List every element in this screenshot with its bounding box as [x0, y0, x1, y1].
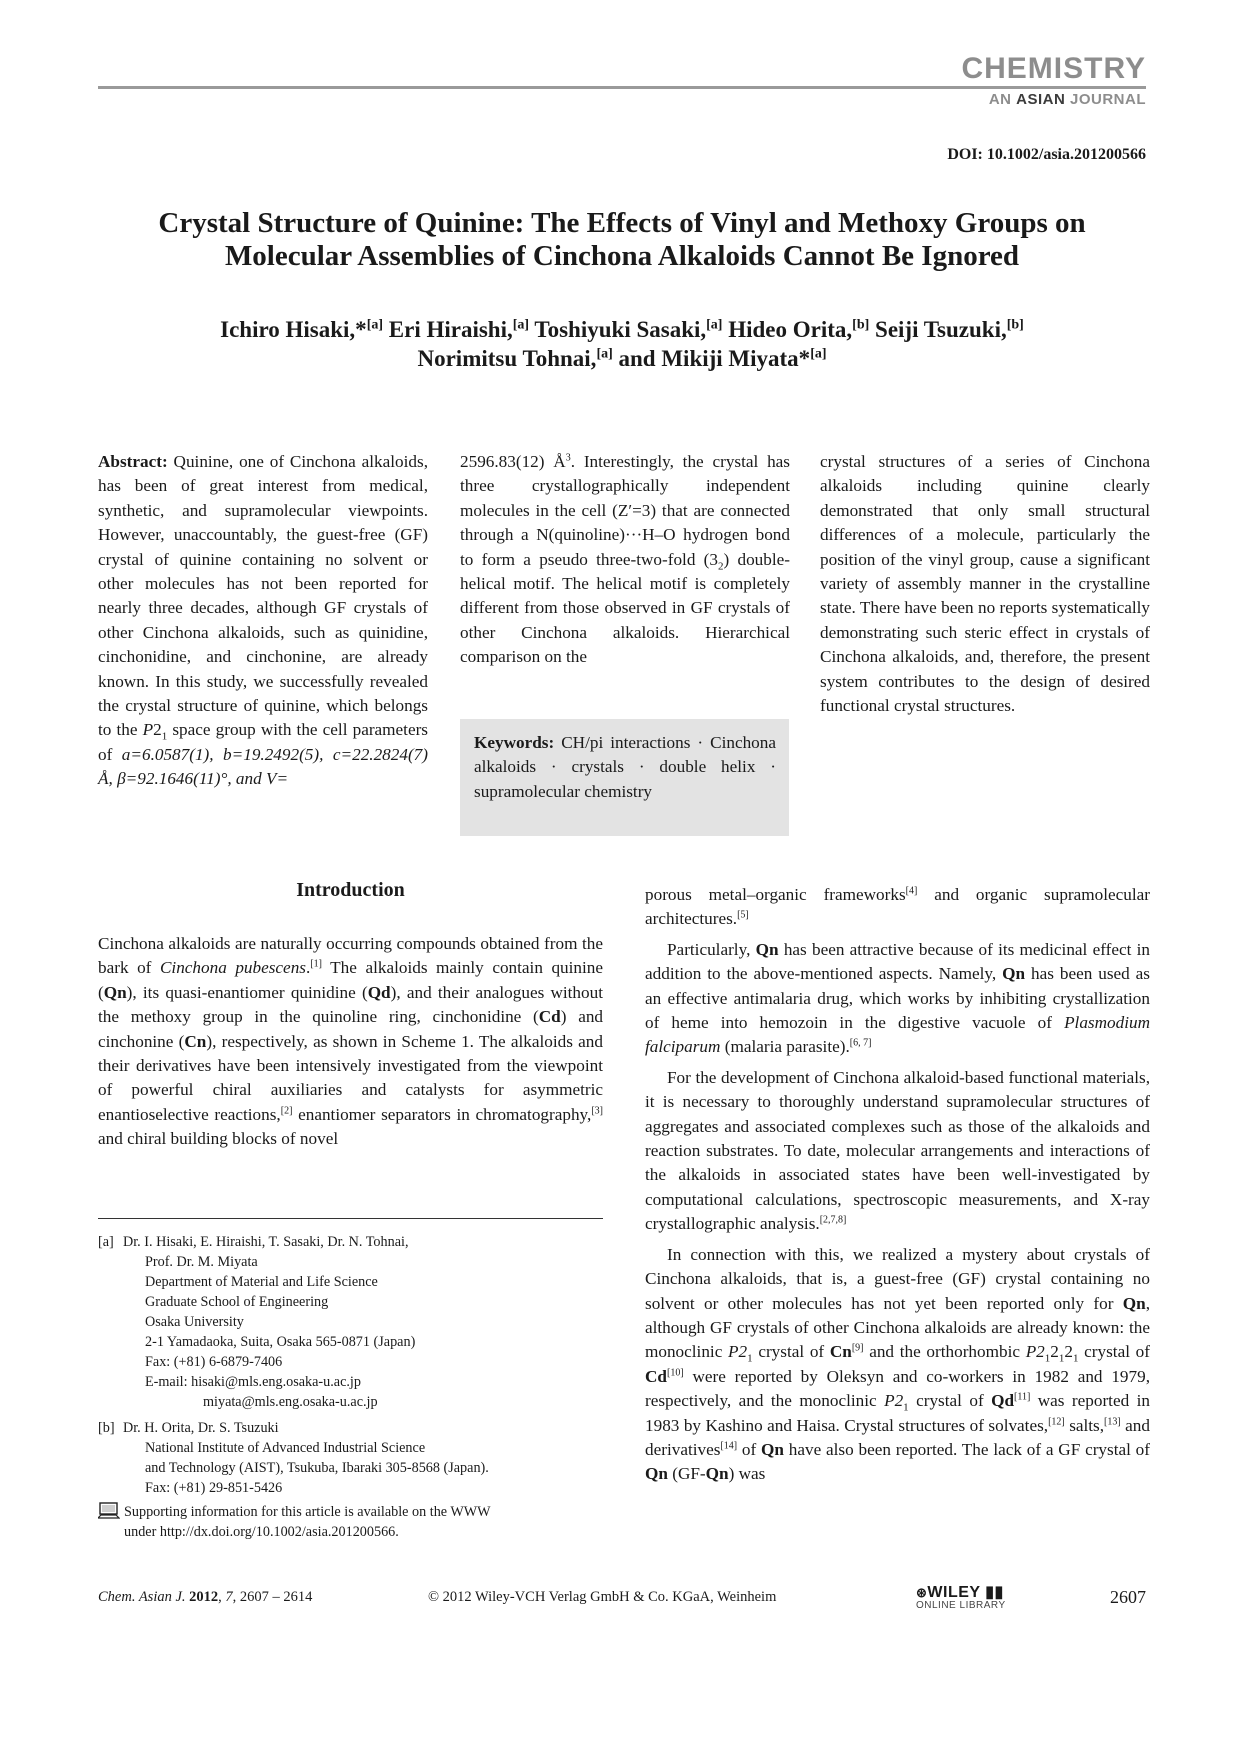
paragraph: Particularly, Qn has been attractive because of its medicinal effect in addition to the above-mentioned aspects. Namely, Qn has been used as an effective antimalaria drug, which works by inhibiting crystallization of heme into hemozoin in the digestive vacuole of Plasmodium falciparum (malaria parasite).[6, 7]	[645, 939, 1150, 1057]
article-title: Crystal Structure of Quinine: The Effects of Vinyl and Methoxy Groups on Molecular Assemblies of Cinchona Alkaloids Cannot Be Ignored	[158, 207, 1086, 272]
header-rule	[98, 86, 1146, 89]
citation[interactable]: [1]	[310, 958, 322, 970]
affiliations	[98, 1232, 603, 1542]
right-column	[645, 883, 1150, 1493]
keywords-text: CH/pi interactions · Cinchona alkaloids · crystals · double helix · supramolecular chemistry	[474, 733, 776, 801]
email-link[interactable]: E-mail: hisaki@mls.eng.osaka-u.ac.jp	[145, 1374, 361, 1390]
intro-paragraph-1: Cinchona alkaloids are naturally occurring compounds obtained from the bark of Cinchona pubescens.[1] The alkaloids mainly contain quinine (Qn), its quasi-enantiomer quinidine (Qd), and their analogues without the methoxy group in the quinoline ring, cinchonidine (Cd) and cinchonine (Cn), respectively, as shown in Scheme 1. The alkaloids and their derivatives have been intensively investigated from the viewpoint of powerful chiral auxiliaries and catalysts for asymmetric enantioselective reactions,[2] enantiomer separators in chromatography,[3] and chiral building blocks of novel	[98, 934, 604, 1149]
page-number: 2607	[1110, 1587, 1146, 1607]
footnote-rule	[98, 1218, 603, 1219]
citation[interactable]: [4]	[905, 885, 918, 897]
citation[interactable]: [9]	[851, 1342, 864, 1354]
keywords-box	[460, 719, 789, 836]
wiley-icon: ⊛	[916, 1585, 928, 1600]
abstract-column-1: Abstract: Quinine, one of Cinchona alkaloids, has been of great interest from medical, synthetic, and supramolecular viewpoints. However, unaccountably, the guest-free (GF) crystal of quinine containing no solvent or other molecules has not been reported for nearly three decades, although GF crystals of other Cinchona alkaloids, such as quinidine, cinchonidine, and cinchonine, are already known. In this study, we successfully revealed the crystal structure of quinine, which belongs to the $P2_1$ space group with the cell parameters of a=6.0587(1), b=19.2492(5), c=22.2824(7) Å, β=92.1646(11)°, and V=	[98, 452, 428, 789]
citation[interactable]: [6, 7]	[849, 1037, 872, 1049]
citation-footer: Chem. Asian J. 2012, 7, 2607 – 2614	[98, 1589, 313, 1605]
affiliation-b: [b] Dr. H. Orita, Dr. S. Tsuzuki National Institute of Advanced Industrial Science and Technology (AIST), Tsukuba, Ibaraki 305-8568 (Japan). Fax: (+81) 29-851-5426	[98, 1420, 489, 1496]
affiliation-a: [a] Dr. I. Hisaki, E. Hiraishi, T. Sasaki, Dr. N. Tohnai, Prof. Dr. M. Miyata Department of Material and Life Science Graduate School of Engineering Osaka University 2-1 Yamadaoka, Suita, Osaka 565-0871 (Japan) Fax: (+81) 6-6879-7406 E-mail: hisaki@mls.eng.osaka-u.ac.jp miyata@mls.eng.osaka-u.ac.jp	[98, 1234, 416, 1410]
section-heading-introduction: Introduction	[296, 879, 405, 901]
paragraph: In connection with this, we realized a mystery about crystals of Cinchona alkaloids, that is, a guest-free (GF) crystal containing no solvent or other molecules has not yet been reported only for Qn, although GF crystals of other Cinchona alkaloids are already known: the monoclinic $P2_1$ crystal of Cn[9] and the orthorhombic $P2_12_12_1$ crystal of Cd[10] were reported by Oleksyn and co-workers in 1982 and 1979, respectively, and the monoclinic $P2_1$ crystal of Qd[11] was reported in 1983 by Kashino and Haisa. Crystal structures of solvates,[12] salts,[13] and derivatives[14] of Qn have also been reported. The lack of a GF crystal of Qn (GF-Qn) was	[645, 1244, 1151, 1484]
email-link[interactable]: miyata@mls.eng.osaka-u.ac.jp	[203, 1394, 378, 1410]
citation[interactable]: [12]	[1048, 1415, 1065, 1427]
paragraph: porous metal–organic frameworks[4] and organic supramolecular architectures.[5]	[645, 885, 1150, 929]
supporting-info-note: Supporting information for this article is available on the WWW under http://dx.doi.org/10.1002/asia.201200566.	[98, 1502, 603, 1542]
supporting-info-link[interactable]: under http://dx.doi.org/10.1002/asia.201200566.	[124, 1524, 399, 1540]
citation[interactable]: [2]	[280, 1105, 293, 1117]
doi[interactable]: DOI: 10.1002/asia.201200566	[947, 146, 1146, 163]
citation[interactable]: [3]	[591, 1105, 603, 1117]
citation[interactable]: [5]	[737, 909, 749, 921]
citation[interactable]: [10]	[666, 1366, 684, 1378]
wiley-logo[interactable]: ⊛WILEY ▮▮ ONLINE LIBRARY	[916, 1584, 1006, 1611]
journal-subtitle: AN ASIAN JOURNAL	[988, 91, 1146, 108]
books-icon: ▮▮	[985, 1584, 1004, 1601]
citation[interactable]: [2,7,8]	[819, 1214, 847, 1226]
author-list: Ichiro Hisaki,*[a] Eri Hiraishi,[a] Toshiyuki Sasaki,[a] Hideo Orita,[b] Seiji Tsuzuki,[b] Norimitsu Tohnai,[a] and Mikiji Miyata*[a]	[220, 317, 1024, 371]
citation[interactable]: [11]	[1014, 1391, 1031, 1403]
abstract-column-3: crystal structures of a series of Cinchona alkaloids including quinine clearly demonstrated that only small structural differences of a molecule, particularly the position of the vinyl group, cause a significant variety of assembly manner in the crystalline state. There have been no reports systematically demonstrating such steric effect in crystals of Cinchona alkaloids, and, therefore, the present system contributes to the design of desired functional crystal structures.	[820, 452, 1150, 716]
paragraph: For the development of Cinchona alkaloid-based functional materials, it is necessary to thoroughly understand supramolecular structures of aggregates and associated complexes such as those of the alkaloids and reaction substrates. To date, molecular arrangements and interactions of the alkaloids in associated states have been well-investigated by computational calculations, spectroscopic measurements, and X-ray crystallographic analysis.[2,7,8]	[645, 1067, 1150, 1234]
keywords-label: Keywords:	[474, 733, 555, 752]
abstract-column-2: 2596.83(12) $Å^3$. Interestingly, the crystal has three crystallographically independent molecules in the cell (Z′=3) that are connected through a N(quinoline)···H–O hydrogen bond to form a pseudo three-two-fold $(3_2)$ double-helical motif. The helical motif is completely different from those observed in GF crystals of other Cinchona alkaloids. Hierarchical comparison on the	[460, 452, 790, 667]
abstract-label: Abstract:	[98, 452, 168, 471]
journal-logo: CHEMISTRY	[961, 52, 1146, 85]
computer-icon	[98, 1502, 124, 1542]
citation[interactable]: [13]	[1104, 1415, 1121, 1427]
citation[interactable]: [14]	[720, 1440, 738, 1452]
copyright: © 2012 Wiley-VCH Verlag GmbH & Co. KGaA, Weinheim	[428, 1589, 777, 1605]
